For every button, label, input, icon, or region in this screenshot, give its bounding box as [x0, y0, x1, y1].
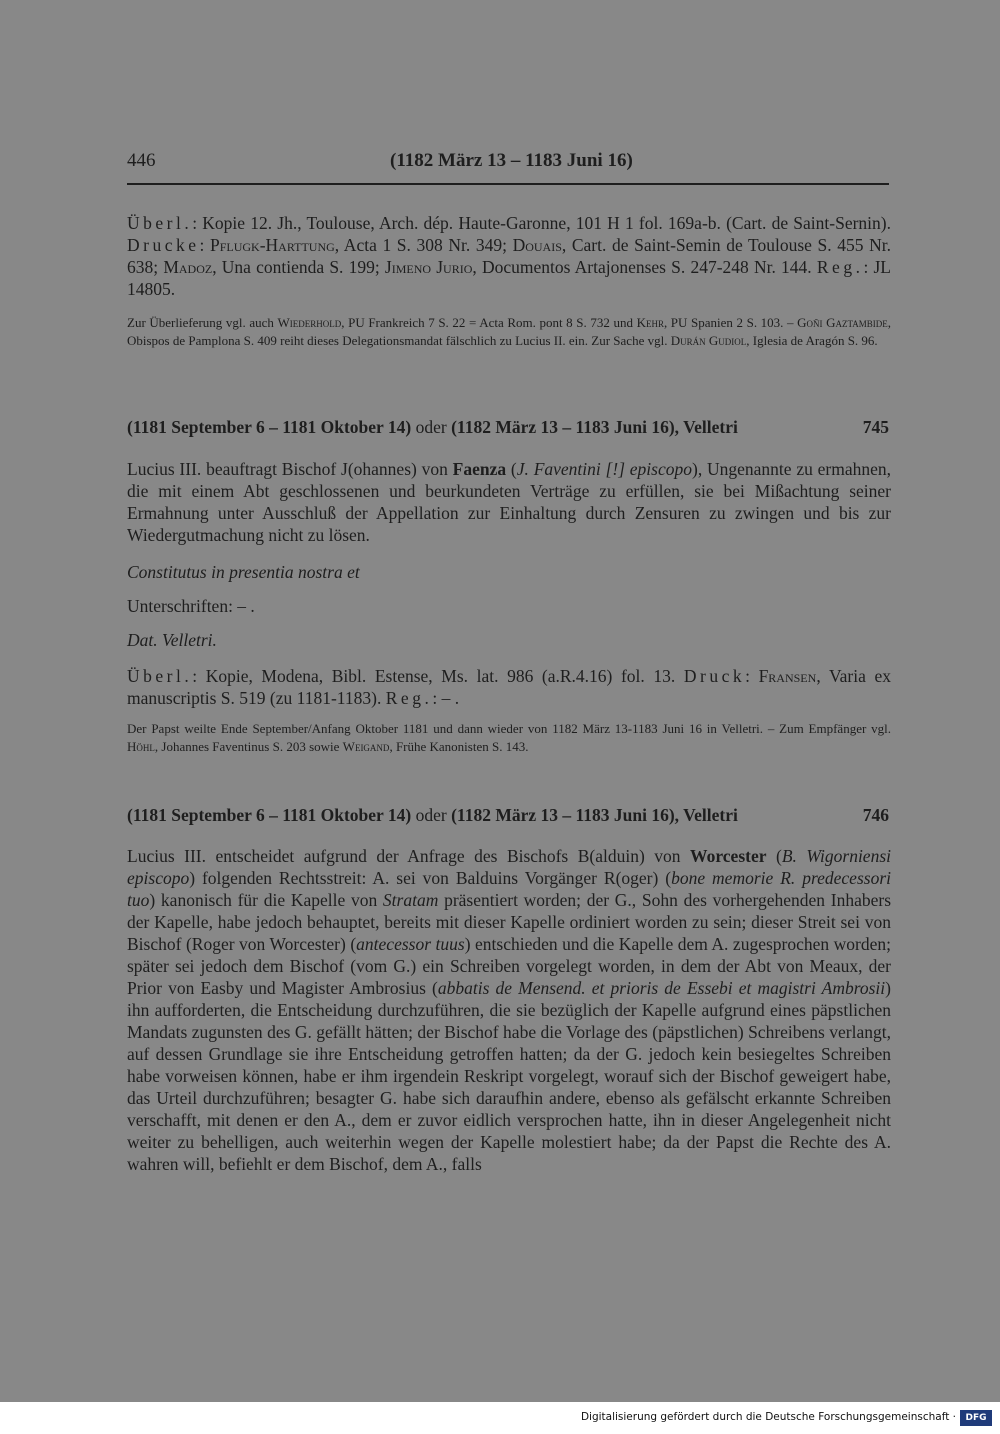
- author-name: Durán Gudiol: [670, 333, 747, 348]
- prev-entry-note: [127, 314, 891, 350]
- regest-text: (: [766, 846, 782, 866]
- note-text: , PU Spanien 2 S. 103. –: [663, 315, 798, 330]
- reg-label: Reg.: [816, 257, 864, 277]
- footer-bar: [0, 1402, 1000, 1434]
- regest-text: ), Ungenannte zu ermahnen, die mit einem Abt geschlossenen und beurkundeten Verträge zu erfüllen, sie bei Mißachtung seiner Ermahnung unter Ausschluß der Appellation zur Einhaltung durch Zensuren zu zwingen und bis zur Wiedergutmachung nicht zu lösen.: [127, 459, 892, 545]
- heading-date: (1182 März 13 – 1183 Juni 16), Velletri: [451, 805, 738, 825]
- drucke-text: , Una contienda S. 199;: [212, 257, 385, 277]
- heading-oder: oder: [411, 805, 452, 825]
- note-text: , Frühe Kanonisten S. 143.: [389, 739, 529, 754]
- author-name: Pflugk-Harttung: [209, 235, 335, 255]
- author-name: Weigand: [342, 739, 390, 754]
- regest-text: ) folgenden Rechtsstreit: A. sei von Balduins Vorgänger R(oger) (: [189, 868, 672, 888]
- entry-745-note: [127, 720, 891, 756]
- note-text: , PU Frankreich 7 S. 22 = Acta Rom. pont 8 S. 732 und: [341, 315, 637, 330]
- entry-745-unterschriften: Unterschriften: – .: [127, 596, 255, 616]
- author-name: Douais: [512, 235, 562, 255]
- uberl-label: Überl.: [127, 666, 193, 686]
- dfg-logo: DFG: [960, 1410, 992, 1426]
- latin-quote: B. Wigorniensi episcopo: [127, 846, 892, 888]
- prev-entry-sources: [127, 212, 891, 300]
- entry-745-regest: [127, 458, 891, 546]
- author-name: Höhl: [127, 739, 155, 754]
- drucke-text: , Documentos Artajonenses S. 247-248 Nr. 144.: [472, 257, 817, 277]
- regest-text: präsentiert worden; der G., Sohn des vorhergehenden Inhabers der Kapelle, habe jedoch behauptet, bereits mit dieser Kapelle ordiniert worden zu sein; dieser Streit sei von Bischof (Roger von Worcester) (: [127, 890, 892, 954]
- latin-quote: J. Faventini [!] episcopo: [516, 459, 692, 479]
- regest-text: ) ihn aufforderten, die Entscheidung durchzuführen, die sie bezüglich der Kapelle aufgrund eines päpstlichen Mandats zugunsten des G. gefällt hätten; der Bischof habe die Vorlage des (päpstlichen) Schreibens verlangt, auf dessen Grundlage sie ihre Entscheidung getroffen hatten; da der G. jedoch kein besiegeltes Schreiben habe vorweisen können, habe er ihm irgendein Reskript vorgelegt, worauf sich der Bischof geweigert habe, das Urteil durchzuführen; besagter G. habe sich daraufhin andere, ebenso als gefälscht erkannte Schreiben verschafft, mit denen er den A., dem er zuvor eidlich versprochen hatte, ihn in dieser Angelegenheit nicht weiter zu behelligen, auch weiterhin wegen der Kapelle molestiert habe; da der Papst die Rechte des A. wahren will, befiehlt er dem Bischof, dem A., falls: [127, 978, 891, 1174]
- recipient-place: Worcester: [690, 846, 767, 866]
- author-name: Wiederhold: [277, 315, 342, 330]
- regest-text: ) entschieden und die Kapelle dem A. zugesprochen worden; später sei jedoch dem Bischof (vom G.) ein Schreiben vorgelegt worden, in dem der Abt von Meaux, der Prior von Easby und Magister Ambrosius (: [127, 934, 891, 998]
- funding-credit: Digitalisierung gefördert durch die Deutsche Forschungsgemeinschaft ·: [580, 1411, 956, 1423]
- author-name: Jimeno Jurio: [384, 257, 473, 277]
- latin-quote: bone memorie R. predecessori tuo: [127, 868, 891, 910]
- entry-745-incipit: [127, 561, 891, 583]
- drucke-label: Drucke: [127, 235, 200, 255]
- reg-text: : JL 14805.: [127, 257, 892, 299]
- entry-745-sources: [127, 665, 891, 709]
- latin-quote: Stratam: [382, 890, 439, 910]
- heading-oder: oder: [411, 417, 452, 437]
- entry-745-datum: [127, 629, 891, 651]
- regest-text: Lucius III. entscheidet aufgrund der Anfrage des Bischofs B(alduin) von: [127, 846, 691, 866]
- header-rule: [127, 183, 889, 185]
- author-name: Kehr: [636, 315, 664, 330]
- heading-date: (1181 September 6 – 1181 Oktober 14): [127, 417, 412, 437]
- uberl-text: : Kopie 12. Jh., Toulouse, Arch. dép. Haute-Garonne, 101 H 1 fol. 169a-b. (Cart. de Saint-Sernin).: [192, 213, 891, 233]
- note-text: , Obispos de Pamplona S. 409 reiht dieses Delegationsmandat fälschlich zu Lucius II. ein. Zur Sache vgl.: [127, 315, 892, 348]
- entry-746-heading: [127, 805, 891, 829]
- author-name: Goñi Gaztambide: [797, 315, 888, 330]
- page-header: [127, 150, 889, 174]
- druck-text: , Varia ex manuscriptis S. 519 (zu 1181-1183).: [127, 666, 891, 708]
- author-name: Madoz: [163, 257, 213, 277]
- page-number: 446: [127, 150, 156, 171]
- druck-colon: :: [745, 666, 759, 686]
- recipient-place: Faenza: [452, 459, 507, 479]
- reg-label: Reg.: [385, 688, 433, 708]
- note-text: , Johannes Faventinus S. 203 sowie: [154, 739, 343, 754]
- datum: Dat. Velletri.: [127, 630, 217, 650]
- note-text: , Iglesia de Aragón S. 96.: [746, 333, 878, 348]
- running-title: (1182 März 13 – 1183 Juni 16): [390, 150, 633, 171]
- druck-label: Druck: [683, 666, 746, 686]
- entry-number: 745: [862, 417, 889, 437]
- note-text: Zur Überlieferung vgl. auch: [127, 315, 278, 330]
- incipit: Constitutus in presentia nostra et: [127, 562, 360, 582]
- regest-text: ) kanonisch für die Kapelle von: [149, 890, 383, 910]
- latin-quote: antecessor tuus: [356, 934, 465, 954]
- drucke-text: , Cart. de Saint-Semin de Toulouse S. 455 Nr. 638;: [127, 235, 891, 277]
- note-text: Der Papst weilte Ende September/Anfang Oktober 1181 und dann wieder von 1182 März 13-1183 Juni 16 in Velletri. – Zum Empfänger vgl.: [127, 721, 891, 736]
- author-name: Fransen: [758, 666, 817, 686]
- latin-quote: abbatis de Mensend. et prioris de Essebi et magistri Ambrosii: [437, 978, 886, 998]
- entry-745-heading: [127, 417, 891, 441]
- heading-date: (1181 September 6 – 1181 Oktober 14): [127, 805, 412, 825]
- reg-text: : – .: [432, 688, 460, 708]
- uberl-text: : Kopie, Modena, Bibl. Estense, Ms. lat. 986 (a.R.4.16) fol. 13.: [192, 666, 684, 686]
- drucke-colon: :: [199, 235, 210, 255]
- entry-number: 746: [862, 805, 889, 825]
- regest-text: (: [506, 459, 517, 479]
- entry-746-regest: [127, 845, 891, 1175]
- regest-text: Lucius III. beauftragt Bischof J(ohannes) von: [127, 459, 453, 479]
- uberl-label: Überl.: [127, 213, 193, 233]
- drucke-text: , Acta 1 S. 308 Nr. 349;: [334, 235, 513, 255]
- heading-date: (1182 März 13 – 1183 Juni 16), Velletri: [451, 417, 738, 437]
